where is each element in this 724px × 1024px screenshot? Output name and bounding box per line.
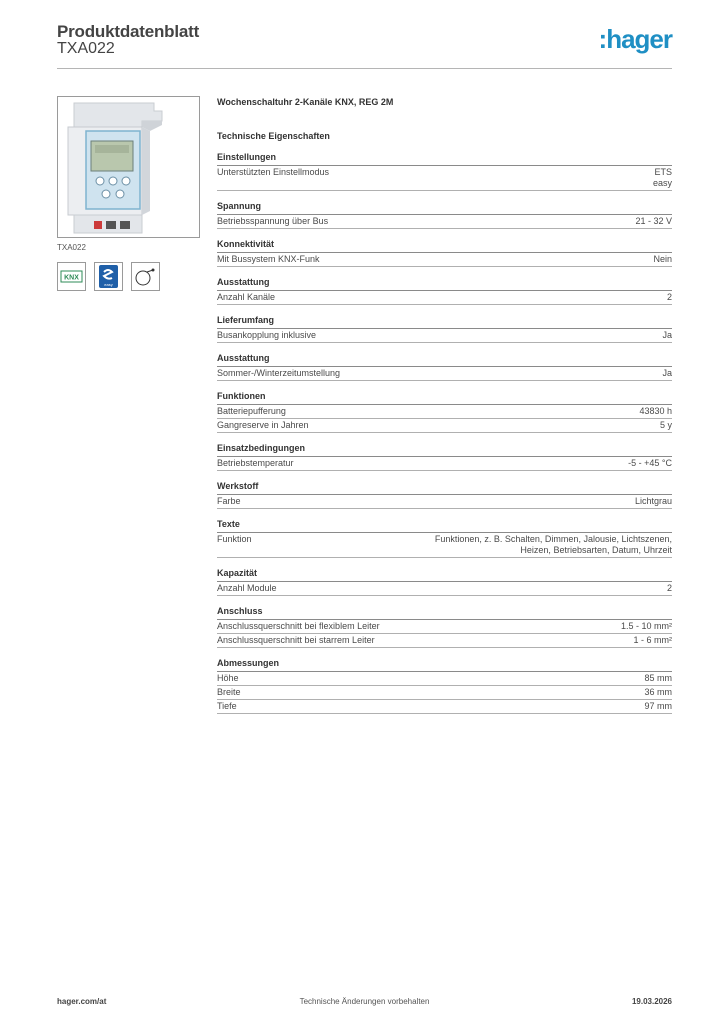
spec-row [217, 700, 672, 714]
spec-value: 1 - 6 mm² [633, 635, 672, 645]
spec-group-title: Spannung [217, 201, 672, 215]
spec-group-title: Funktionen [217, 391, 672, 405]
knx-badge [57, 262, 86, 291]
footer-date: 19.03.2026 [631, 997, 672, 1006]
footer-notice: Technische Änderungen vorbehalten [299, 997, 430, 1006]
document-title: Produktdatenblatt [57, 22, 200, 41]
spec-group [217, 353, 672, 381]
image-caption: TXA022 [57, 243, 86, 252]
spec-group [217, 568, 672, 596]
spec-row [217, 582, 672, 596]
page-header [57, 20, 672, 70]
spec-value: 85 mm [644, 673, 672, 683]
spec-row [217, 533, 672, 558]
clock-reserve-icon [132, 263, 159, 290]
spec-group-title: Ausstattung [217, 277, 672, 291]
spec-value: 36 mm [644, 687, 672, 697]
spec-group [217, 481, 672, 509]
spec-label: Anschlussquerschnitt bei flexiblem Leiter [217, 621, 380, 631]
spec-group-title: Werkstoff [217, 481, 672, 495]
footer-website[interactable]: hager.com/at [57, 997, 107, 1006]
spec-value: 43830 h [639, 406, 672, 416]
header-divider [57, 68, 672, 69]
spec-groups [217, 152, 672, 714]
spec-label: Unterstützten Einstellmodus [217, 167, 330, 177]
spec-label: Breite [217, 687, 241, 697]
spec-label: Tiefe [217, 701, 237, 711]
spec-value: Nein [653, 254, 672, 264]
spec-label: Höhe [217, 673, 239, 683]
spec-group-title: Texte [217, 519, 672, 533]
spec-value: 21 - 32 V [635, 216, 672, 226]
spec-content [217, 96, 672, 724]
spec-row [217, 253, 672, 267]
spec-label: Busankopplung inklusive [217, 330, 317, 340]
din-rail-timer-illustration [58, 97, 199, 237]
spec-label: Anzahl Kanäle [217, 292, 276, 302]
product-name: Wochenschaltuhr 2-Kanäle KNX, REG 2M [217, 97, 394, 107]
spec-label: Gangreserve in Jahren [217, 420, 309, 430]
easy-badge [94, 262, 123, 291]
spec-row [217, 166, 672, 191]
certification-badges [57, 262, 160, 291]
spec-row [217, 620, 672, 634]
spec-row [217, 634, 672, 648]
spec-row [217, 215, 672, 229]
spec-row [217, 457, 672, 471]
spec-group [217, 443, 672, 471]
product-image [57, 96, 200, 238]
spec-row [217, 329, 672, 343]
spec-value: Lichtgrau [634, 496, 672, 506]
spec-value: Funktionen, z. B. Schalten, Dimmen, Jalousie, Lichtszenen, Heizen, Betriebsarten, Datum, Uhrzeit [434, 534, 672, 555]
spec-value: 1.5 - 10 mm² [620, 621, 672, 631]
spec-label: Farbe [217, 496, 241, 506]
spec-label: Batteriepufferung [217, 406, 286, 416]
svg-text:KNX: KNX [64, 274, 79, 282]
spec-label: Funktion [217, 534, 252, 544]
svg-text:easy: easy [104, 282, 113, 287]
clock-reserve-badge [131, 262, 160, 291]
spec-group [217, 315, 672, 343]
spec-group-title: Lieferumfang [217, 315, 672, 329]
spec-value: Ja [662, 368, 672, 378]
spec-group-title: Abmessungen [217, 658, 672, 672]
spec-group [217, 658, 672, 714]
knx-icon [58, 263, 85, 290]
spec-group-title: Einsatzbedingungen [217, 443, 672, 457]
spec-label: Anzahl Module [217, 583, 277, 593]
spec-row [217, 405, 672, 419]
spec-value: Ja [662, 330, 672, 340]
spec-row [217, 495, 672, 509]
spec-label: Betriebsspannung über Bus [217, 216, 329, 226]
spec-label: Betriebstemperatur [217, 458, 294, 468]
spec-row [217, 367, 672, 381]
product-code: TXA022 [57, 40, 115, 57]
spec-group-title: Kapazität [217, 568, 672, 582]
spec-value: -5 - +45 °C [628, 458, 672, 468]
spec-value: 2 [666, 292, 672, 302]
spec-group [217, 606, 672, 648]
spec-value: 2 [666, 583, 672, 593]
hager-logo: :hager [598, 24, 672, 54]
spec-row [217, 291, 672, 305]
spec-row [217, 672, 672, 686]
spec-group [217, 519, 672, 558]
spec-group [217, 201, 672, 229]
spec-group-title: Ausstattung [217, 353, 672, 367]
easy-logo-icon [95, 263, 122, 290]
spec-label: Mit Bussystem KNX-Funk [217, 254, 320, 264]
spec-group-title: Konnektivität [217, 239, 672, 253]
spec-group-title: Anschluss [217, 606, 672, 620]
spec-group [217, 391, 672, 433]
spec-group [217, 152, 672, 191]
spec-label: Sommer-/Winterzeitumstellung [217, 368, 341, 378]
spec-row [217, 686, 672, 700]
spec-value: 5 y [659, 420, 672, 430]
spec-value: ETS easy [652, 167, 672, 188]
spec-row [217, 419, 672, 433]
spec-group-title: Einstellungen [217, 152, 672, 166]
spec-group [217, 239, 672, 267]
spec-value: 97 mm [644, 701, 672, 711]
spec-label: Anschlussquerschnitt bei starrem Leiter [217, 635, 375, 645]
section-title: Technische Eigenschaften [217, 131, 330, 141]
spec-group [217, 277, 672, 305]
